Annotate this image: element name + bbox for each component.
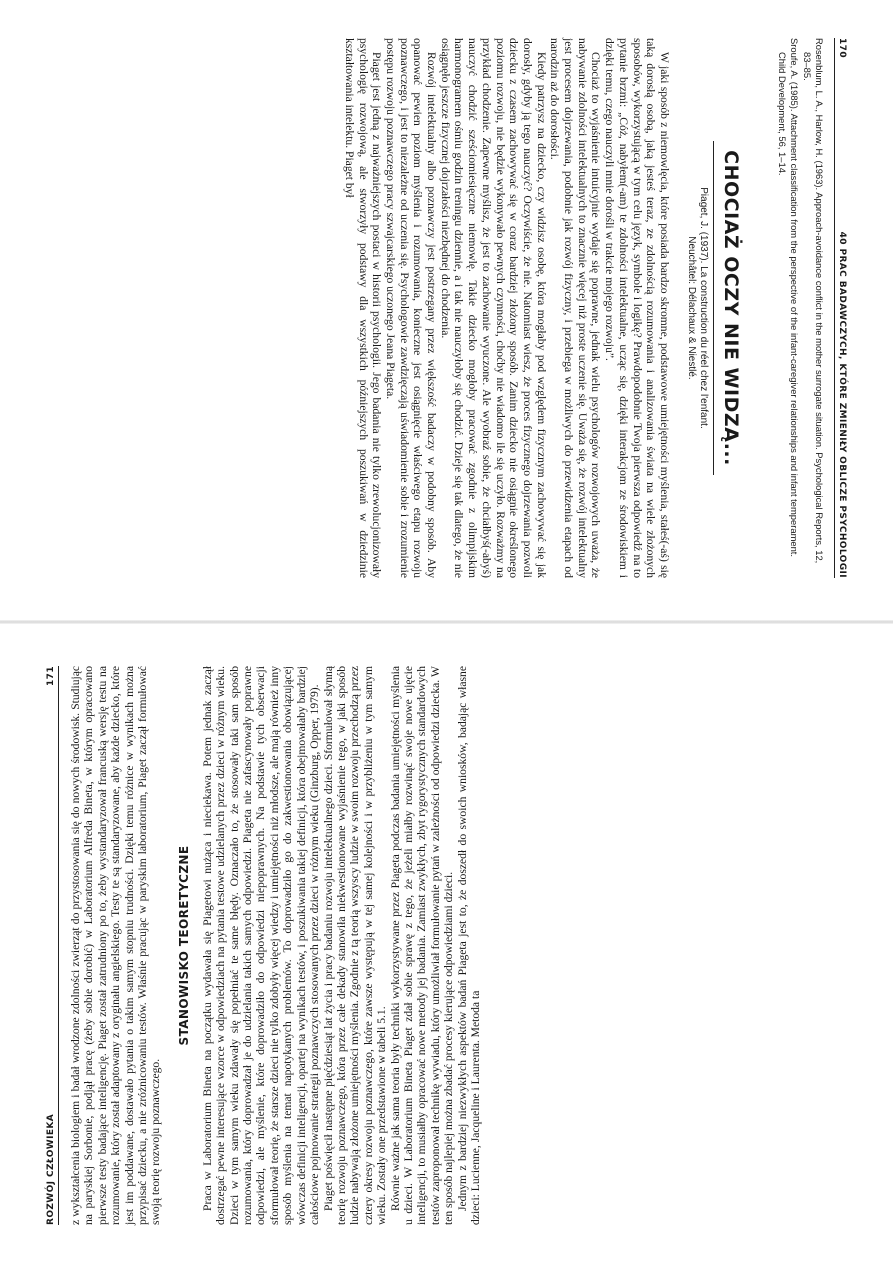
reference-item: Sroufe, A. (1985). Attachment classification from the perspective of the infant-caregiver relationships and infant temperament. Child Development, 56, 1–14. [777,38,800,558]
paragraph: Piaget jest jedną z najważniejszych postaci w historii psychologii. Jego badania nie tylko zrewolucjonizowały psychologię rozwojową, ale stworzyły podstawy dla wszystkich późniejszych poszukiwań w dziedzinie kształtowania intelektu. Piaget był [342,38,384,578]
body-text [342,38,671,578]
paragraph: Praca w Laboratorium Bineta na początku wydawała się Piagetowi nużąca i nieciekawa. Potem jednak zaczął dostrzegać pewne interesujące wzorce w odpowiedziach na pytania testowe udzielanych przez dzieci w różnym wieku. Dzieci w tym samym wieku zdawały się popełniać te same błędy. Oznaczało to, że stosowały taki sam sposób rozumowania, który doprowadzał je do udzielania takich samych odpowiedzi. Piageta nie zafascynowały poprawne odpowiedzi, ale myślenie, które doprowadziło do odpowiedzi niepoprawnych. Na podstawie tych obserwacji sformułował teorię, że starsze dzieci nie tylko zdobyły więcej wiedzy i umiejętności niż młodsze, ale mają również inny sposób myślenia na temat napotykanych problemów. To doprowadziło go do zakwestionowania obowiązującej wówczas definicji inteligencji, opartej na wynikach testów, i poszukiwania takiej definicji, która obejmowałaby bardziej całościowe pojmowanie strategii poznawczych stosowanych przez dzieci w różnym wieku (Ginzburg, Opper, 1979). [200,666,322,1225]
running-head-title: 40 PRAC BADAWCZYCH, KTÓRE ZMIENIŁY OBLICZE PSYCHOLOGII [837,231,847,578]
paragraph: Jednym z bardziej niezwykłych aspektów badań Piageta jest to, że doszedł do swoich wniosków, badając własne dzieci: Lucienne, Jacqueline i Laurenta. Metoda ta [455,666,482,1225]
page-171 [0,622,893,1263]
paragraph: Piaget poświęcił następne pięćdziesiąt lat życia i pracy badaniu rozwoju intelektualnego dzieci. Sformułował słynną teorię rozwoju poznawczego, która przez całe dekady stanowiła niekwestionowane wyjaśnienie tego, w jaki sposób ludzie nabywają złożone umiejętności myślenia. Zgodnie z tą teorią wszyscy ludzie w swoim rozwoju przechodzą przez cztery okresy rozwoju poznawczego, które zawsze występują w tej samej kolejności i w przybliżeniu w tym samym wieku. Zostały one przedstawione w tabeli 5.1. [321,666,389,1225]
paragraph: Kiedy patrzysz na dziecko, czy widzisz osobę, która mogłaby pod względem fizycznym zachowywać się jak dorosły, gdyby ją tego nauczyć? Oczywiście, że nie. Natomiast wiesz, że proces fizycznego dojrzewania pozwoli dziecku z czasem zachowywać się w coraz bardziej złożony sposób. Zanim dziecko nie osiągnie określonego poziomu rozwoju, nie będzie wykonywało pewnych czynności, choćby nie wiadomo ile się uczyło. Rozważmy na przykład chodzenie. Zapewne myślisz, że jest to zachowanie wyuczone. Ale wyobraź sobie, że chciałbyś(-abyś) nauczyć chodzić sześciomiesięczne niemowlę. Takie dziecko mogłoby pracować zgodnie z olimpijskim harmonogramem ośmiu godzin treningu dziennie, a i tak nie nauczyłoby się chodzić. Dzieje się tak dlatego, że nie osiągnęło jeszcze fizycznej dojrzałości niezbędnej do chodzenia. [438,38,548,578]
running-head-title: ROZWÓJ CZŁOWIEKA [46,1113,56,1225]
paragraph: Chociaż to wyjaśnienie intuicyjnie wydaje się poprawne, jednak wielu psychologów rozwojowych uważa, że nabywanie zdolności intelektualnych to znacznie więcej niż proste uczenie się. Uważa się, że rozwój intelektualny jest procesem dojrzewania, podobnie jak rozwój fizyczny, i przebiega w możliwych do przewidzenia etapach od narodzin aż do dorosłości. [548,38,603,578]
page-170 [0,0,893,622]
running-header [834,38,847,578]
chapter-source-citation [685,141,714,476]
intro-text [69,666,163,1225]
page-171-content [46,666,853,1225]
citation-line: Piaget, J. (1937). La construction du réel chez l'enfant. [698,187,709,429]
paragraph: z wykształcenia biologiem i badał wrodzone zdolności zwierząt do przystosowania się do nowych środowisk. Studiując na paryskiej Sorbonie, podjął pracę (żeby sobie dorobić) w Laboratorium Alfreda Bineta, w którym opracowano pierwsze testy badające inteligencję. Piaget został zatrudniony po to, żeby wystandaryzował francuską wersję testu na rozumowanie, który został adaptowany z oryginału angielskiego. Testy te są standaryzowane, aby każde dziecko, które jest im poddawane, dostawało pytania o takim samym stopniu trudności. Dzięki temu różnice w wynikach można przypisać dziecku, a nie zróżnicowaniu testów. Właśnie pracując w paryskim laboratorium, Piaget zaczął formułować swoją teorię rozwoju poznawczego. [69,666,163,1225]
page-170-content [40,38,847,578]
body-text [201,666,483,1225]
page-171-rotated [0,622,893,1263]
paragraph: W jaki sposób z niemowlęcia, które posiada bardzo skromne, podstawowe umiejętności myślenia, stałeś(-aś) się taką dorosłą osobą, jaką jesteś teraz, ze zdolnością rozumowania i analizowania świata na wiele złożonych sposobów, wykorzystującą w tym celu język, symbole i logikę? Prawdopodobnie Twoja pierwsza odpowiedź na to pytanie brzmi: „Cóż, nabyłem(-am) te zdolności intelektualne, ucząc się, dzięki interakcjom ze środowiskiem i dzięki temu, czego nauczyli mnie dorośli w trakcie mojego rozwoju”. [603,38,671,578]
section-heading: STANOWISKO TEORETYCZNE [176,845,191,1046]
citation-line: Neuchâtel: Délachaux & Niestlé. [686,236,697,380]
paragraph: Rozwój intelektualny albo poznawczy jest postrzegany przez większość badaczy w podobny sposób. Aby opanować pewien poziom myślenia i rozumowania, konieczne jest osiągnięcie właściwego etapu rozwoju poznawczego, i jest to niezależne od uczenia się. Psychologowie zawdzięczają uświadomienie sobie i zrozumienie postępu rozwoju poznawczego pracy szwajcarskiego uczonego Jeana Piageta. [383,38,439,578]
running-header [46,666,59,1225]
page-170-rotated [0,0,893,622]
page-number: 170 [837,38,847,58]
reference-item: Rosenblum, L. A., Harlow, H. (1963). Approach-avoidance conflict in the mother surrogate situation. Psychological Reports, 12, 83–85. [802,38,825,564]
paragraph: Równie ważne jak sama teoria były techniki wykorzystywane przez Piageta podczas badania umiejętności myślenia u dzieci. W Laboratorium Bineta Piaget zdał sobie sprawę z tego, że jeżeli miałby rozwinąć swoje nowe ujęcie inteligencji, to musiałby opracować nowe metody jej badania. Zamiast zwykłych, zbyt rygorystycznych standardowych testów zaproponował technikę wywiadu, który umożliwiał formułowanie pytań w zależności od odpowiedzi dziecka. W ten sposób najlepiej można zbadać procesy kierujące odpowiedziami dzieci. [388,666,456,1225]
references-list [776,38,825,578]
page-number: 171 [46,666,56,686]
chapter-title: CHOCIAŻ OCZY NIE WIDZĄ... [720,150,742,466]
